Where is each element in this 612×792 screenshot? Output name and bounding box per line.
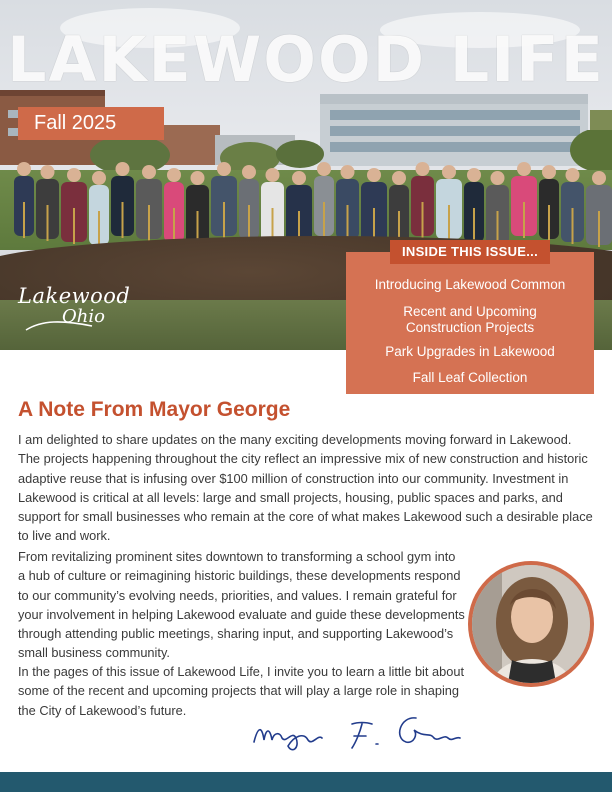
person-head: [292, 171, 306, 185]
inside-item[interactable]: [346, 304, 594, 336]
logo-sub-text: Ohio: [62, 306, 105, 327]
mayor-signature: [248, 708, 463, 756]
inside-heading: INSIDE THIS ISSUE...: [390, 240, 550, 264]
person-head: [491, 171, 505, 185]
person-head: [142, 165, 156, 179]
inside-item[interactable]: Fall Leaf Collection: [412, 370, 528, 385]
season-label: Fall 2025: [18, 107, 164, 140]
person-head: [566, 168, 580, 182]
article-headline: A Note From Mayor George: [18, 398, 291, 421]
person-head: [41, 165, 55, 179]
article-paragraph: From revitalizing prominent sites downtown to transforming a school gym into a hub of culture or reimagining historic buildings, these developments respond to our community’s evolving needs, priorities, and values. I remain grateful for your involvement in helping Lakewood evaluate and guide these developments through attending public meetings, sharing input, and supporting Lakewood’s small business community.: [18, 549, 465, 661]
person-head: [367, 168, 381, 182]
masthead-title: LAKEWOOD LIFE: [6, 23, 606, 96]
person-head: [167, 168, 181, 182]
person-head: [392, 171, 406, 185]
person-head: [442, 165, 456, 179]
person-head: [67, 168, 81, 182]
portrait-photo: [472, 565, 590, 683]
person-head: [191, 171, 205, 185]
person-head: [217, 162, 231, 176]
person-head: [92, 171, 106, 185]
person-head: [116, 162, 130, 176]
person-head: [416, 162, 430, 176]
person-head: [467, 168, 481, 182]
person-head: [317, 162, 331, 176]
lakewood-logo: [18, 284, 131, 334]
person-head: [592, 171, 606, 185]
logo-main-text: Lakewood: [18, 284, 131, 308]
inside-item-line: Recent and Upcoming: [403, 304, 537, 319]
person-head: [341, 165, 355, 179]
inside-item-line: Construction Projects: [405, 320, 535, 335]
inside-this-issue-box: [346, 244, 594, 394]
person-head: [242, 165, 256, 179]
person-head: [542, 165, 556, 179]
footer-band: [0, 772, 612, 792]
mayor-portrait: [468, 561, 594, 687]
person-head: [517, 162, 531, 176]
inside-item[interactable]: Park Upgrades in Lakewood: [385, 344, 555, 359]
person-head: [17, 162, 31, 176]
person-head: [266, 168, 280, 182]
article-paragraph: In the pages of this issue of Lakewood Life, I invite you to learn a little bit about some of the recent and upcoming projects that will play a large role in shaping the City of Lakewood’s future.: [18, 664, 465, 718]
inside-item[interactable]: Introducing Lakewood Common: [374, 277, 566, 292]
article-paragraph: I am delighted to share updates on the many exciting developments moving forward in Lakewood. The projects happening throughout the city reflect an impressive mix of new construction and historic adaptive reuse that is infusing over $100 million of construction into our community. Investment in Lakewood is critical at all levels: large and small projects, housing, public spaces and parks, and support for small businesses who remain at the core of what makes Lakewood such a desirable place to live and work.: [18, 432, 593, 544]
